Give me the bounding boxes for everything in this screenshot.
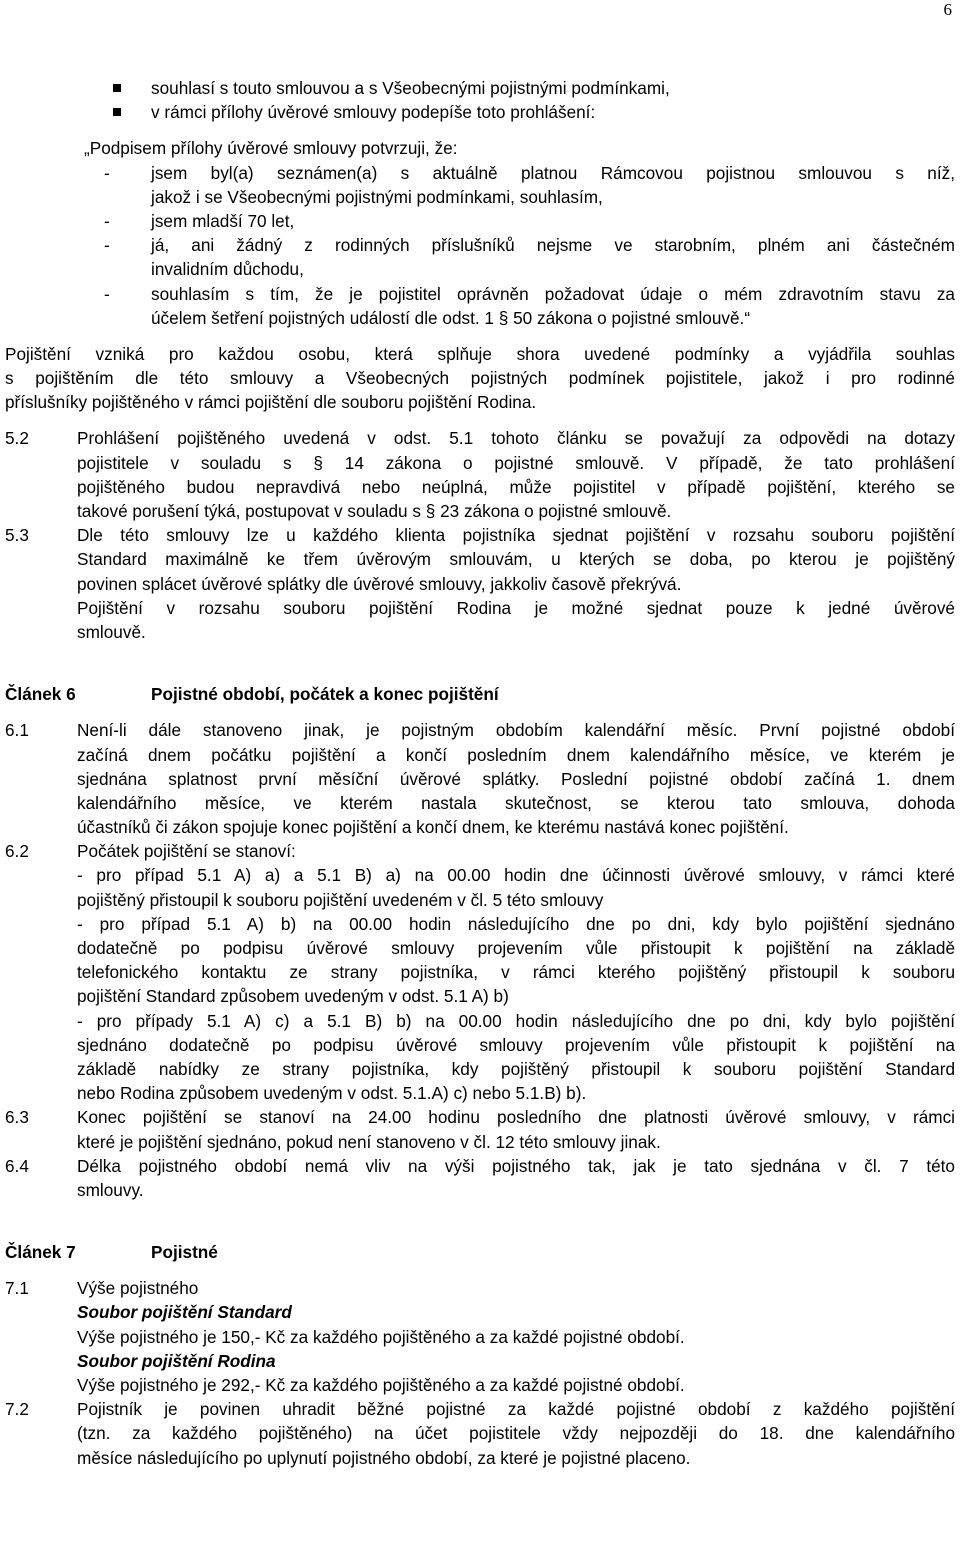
bullet-text: souhlasí s touto smlouvou a s Všeobecnými pojistnými podmínkami, [151, 78, 670, 98]
square-bullet-icon [113, 84, 121, 92]
section-number: 6.2 [5, 841, 29, 862]
section-line: základě nabídky ze strany pojistníka, kdy pojištěný přistoupil k souboru pojištění Standard [77, 1058, 955, 1079]
section-6-2: 6.2 Počátek pojištění se stanoví: [0, 839, 960, 863]
declaration-item: - jsem mladší 70 let, [104, 210, 295, 231]
document-body [0, 76, 960, 1470]
declaration-intro: „Podpisem přílohy úvěrové smlouvy potvrzuji, že: [84, 138, 458, 159]
section-7-2: 7.2 Pojistník je povinen uhradit běžné pojistné za každé pojistné období z každého pojištění [0, 1397, 960, 1421]
section-number: 6.3 [5, 1107, 29, 1128]
section-7-1: 7.1 Výše pojistného [0, 1276, 960, 1300]
section-5-3: 5.3 Dle této smlouvy lze u každého klienta pojistníka sjednat pojištění v rozsahu souboru pojištění [0, 523, 960, 547]
section-6-4: 6.4 Délka pojistného období nemá vliv na výši pojistného tak, jak je tato sjednána v čl. 7 této [0, 1154, 960, 1178]
section-line: Standard maximálně ke třem úvěrovým smlouvám, u kterých se doba, po kterou je pojištěný [77, 549, 955, 570]
declaration-item-continuation: invalidním důchodu, [151, 259, 304, 280]
section-number: 7.1 [5, 1278, 29, 1299]
subsection-label: Soubor pojištění Standard [77, 1302, 292, 1323]
section-line: - pro případy 5.1 A) c) a 5.1 B) b) na 00.00 hodin následujícího dne po dni, kdy bylo pojištění [77, 1010, 955, 1031]
article-number: Článek 6 [5, 684, 76, 705]
section-line: pojištěného budou nepravdivá nebo neúplná, může pojistitel v případě pojištění, kterého se [77, 476, 955, 497]
page-number: 6 [943, 0, 952, 19]
paragraph-line: Pojištění vzniká pro každou osobu, která splňuje shora uvedené podmínky a vyjádřila souhlas [5, 343, 955, 364]
article-title: Pojistné období, počátek a konec pojištění [151, 684, 499, 705]
paragraph-line: příslušníky pojištěného v rámci pojištění dle souboru pojištění Rodina. [5, 392, 537, 413]
section-line: pojištěný přistoupil k souboru pojištění uvedeném v čl. 5 této smlouvy [77, 889, 604, 910]
declaration-item: - já, ani žádný z rodinných příslušníků nejsme ve starobním, plném ani částečném [104, 235, 955, 256]
section-number: 5.3 [5, 525, 29, 546]
section-line: Výše pojistného je 292,- Kč za každého pojištěného a za každé pojistné období. [77, 1375, 685, 1395]
section-line: sjednána splatnost první měsíční úvěrové splátky. Poslední pojistné období začíná 1. dnem [77, 768, 955, 789]
article-number: Článek 7 [5, 1242, 76, 1263]
section-line: účastníků či zákon spojuje konec pojištění a končí dnem, ke kterému nastává konec pojištění. [77, 817, 789, 838]
section-line: které je pojištění sjednáno, pokud není stanoveno v čl. 12 této smlouvy jinak. [77, 1131, 661, 1152]
section-line: měsíce následujícího po uplynutí pojistného období, za které je pojistné placeno. [77, 1447, 691, 1468]
section-line: telefonického kontaktu ze strany pojistníka, v rámci kterého pojištěný přistoupil k souboru [77, 962, 955, 983]
section-line: Pojištění v rozsahu souboru pojištění Rodina je možné sjednat pouze k jedné úvěrové [77, 597, 955, 618]
bullet-text: v rámci přílohy úvěrové smlouvy podepíše toto prohlášení: [151, 102, 596, 123]
article-heading [0, 682, 960, 706]
section-line: kalendářního měsíce, ve kterém nastala skutečnost, se kterou tato smlouva, dohoda [77, 792, 955, 813]
bullet-item [0, 100, 960, 124]
section-line: (tzn. za každého pojištěného) na účet pojistitele vždy nejpozději do 18. dne kalendářního [77, 1423, 955, 1444]
section-6-3: 6.3 Konec pojištění se stanoví na 24.00 hodinu posledního dne platnosti úvěrové smlouvy, v rámci [0, 1105, 960, 1129]
section-line: dodatečně po podpisu úvěrové smlouvy projevením vůle přistoupit k pojištění na základě [77, 938, 955, 958]
section-number: 7.2 [5, 1399, 29, 1420]
section-line: takové porušení týká, postupovat v souladu s § 23 zákona o pojistné smlouvě. [77, 501, 672, 521]
section-number: 6.1 [5, 720, 29, 741]
declaration-item-continuation: účelem šetření pojistných událostí dle odst. 1 § 50 zákona o pojistné smlouvě.“ [151, 307, 751, 328]
section-line: začíná dnem počátku pojištění a končí posledním dnem kalendářního měsíce, ve kterém je [77, 744, 955, 765]
section-line: povinen splácet úvěrové splátky dle úvěrové smlouvy, jakkoliv časově překrývá. [77, 573, 682, 594]
section-number: 5.2 [5, 428, 29, 449]
bullet-item [0, 76, 960, 100]
declaration-item: - jsem byl(a) seznámen(a) s aktuálně platnou Rámcovou pojistnou smlouvou s níž, [104, 162, 955, 183]
subsection-label: Soubor pojištění Rodina [77, 1350, 276, 1371]
section-line: - pro případ 5.1 A) a) a 5.1 B) a) na 00.00 hodin dne účinnosti úvěrové smlouvy, v rámci které [77, 865, 955, 886]
paragraph-line: s pojištěním dle této smlouvy a Všeobecných pojistných podmínek pojistitele, jakož i pro rodinné [5, 368, 955, 389]
section-line: Výše pojistného je 150,- Kč za každého pojištěného a za každé pojistné období. [77, 1326, 685, 1347]
section-5-2: 5.2 Prohlášení pojištěného uvedená v odst. 5.1 tohoto článku se považují za odpovědi na dotazy [0, 426, 960, 450]
section-line: nebo Rodina způsobem uvedeným v odst. 5.1.A) c) nebo 5.1.B) b). [77, 1083, 587, 1104]
declaration-item-continuation: jakož i se Všeobecnými pojistnými podmínkami, souhlasím, [151, 186, 603, 207]
square-bullet-icon [113, 108, 121, 116]
section-number: 6.4 [5, 1155, 29, 1176]
article-title: Pojistné [151, 1242, 218, 1263]
section-line: - pro případ 5.1 A) b) na 00.00 hodin následujícího dne po dni, kdy bylo pojištění sjednáno [77, 913, 955, 934]
declaration-item: - souhlasím s tím, že je pojistitel oprávněn požadovat údaje o mém zdravotním stavu za [104, 283, 955, 304]
section-6-1: 6.1 Není-li dále stanoveno jinak, je pojistným obdobím kalendářní měsíc. První pojistné období [0, 718, 960, 742]
section-line: sjednáno dodatečně po podpisu úvěrové smlouvy projevením vůle přistoupit k pojištění na [77, 1034, 955, 1055]
article-heading [0, 1240, 960, 1264]
section-line: pojištění Standard způsobem uvedeným v odst. 5.1 A) b) [77, 986, 509, 1007]
section-line: pojistitele v souladu s § 14 zákona o pojistné smlouvě. V případě, že tato prohlášení [77, 452, 955, 473]
section-line: smlouvy. [77, 1179, 144, 1200]
section-line: smlouvě. [77, 621, 146, 642]
